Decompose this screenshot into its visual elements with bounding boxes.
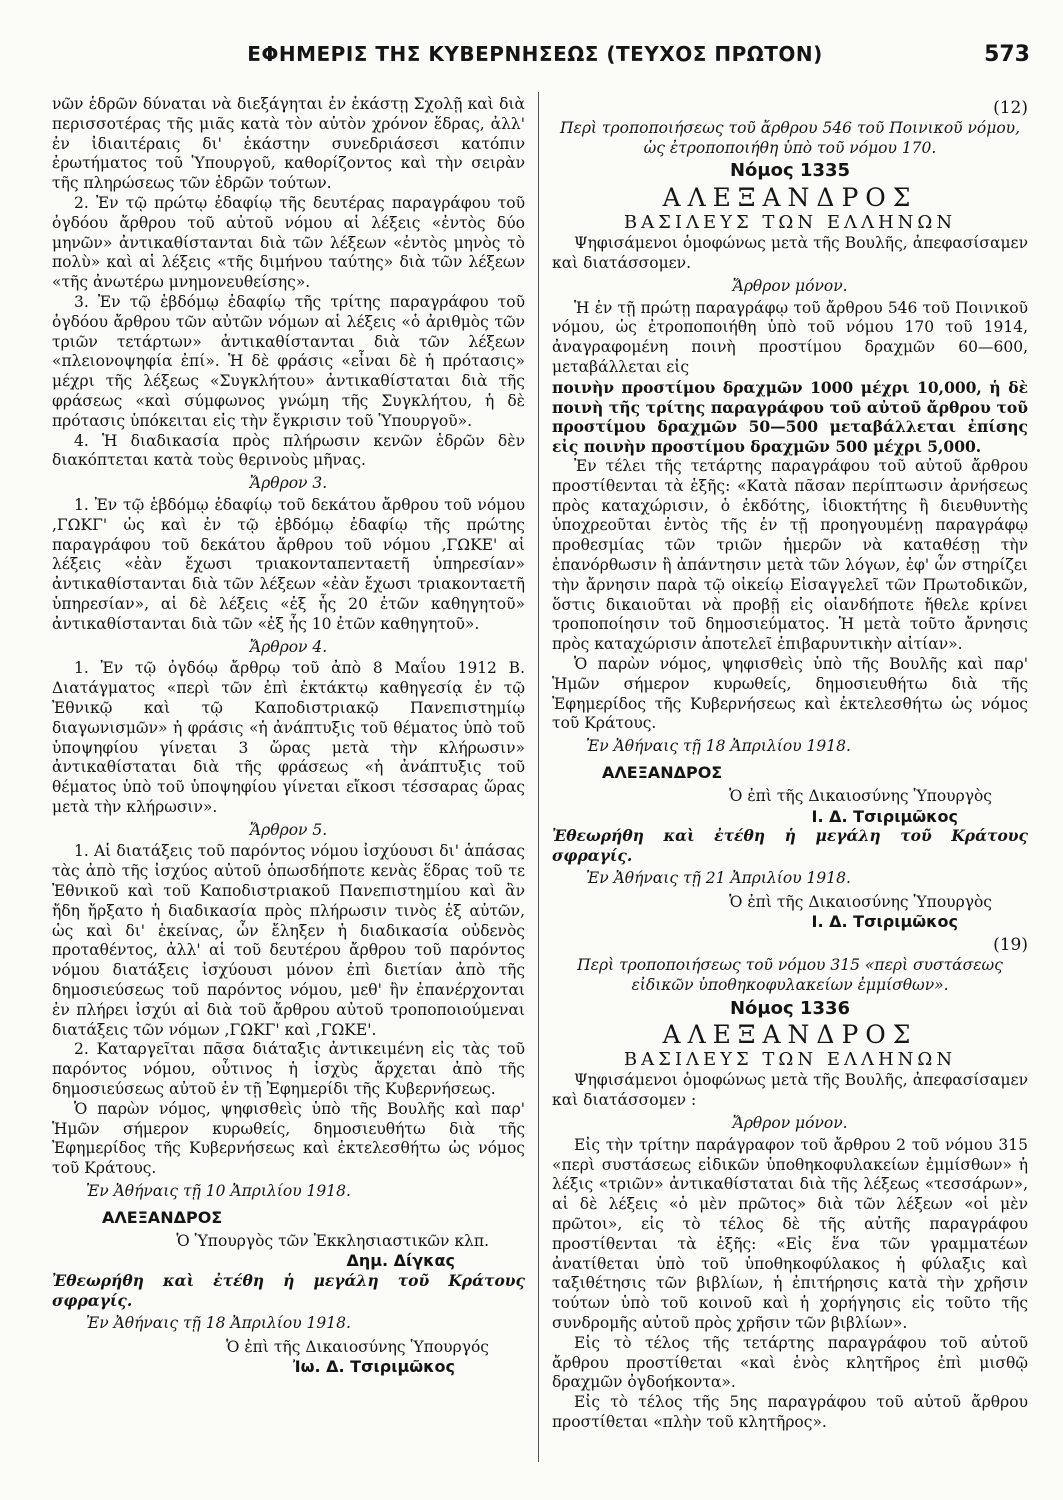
paragraph: Ἡ ἐν τῇ πρώτῃ παραγράφῳ τοῦ ἄρθρου 546 τοῦ Ποινικοῦ νόμου, ὡς ἐτροποποιήθη ὑπὸ τοῦ νόμου 170 τοῦ 1914, ἀναγραφομένη ποινὴ προστίμου δραχμῶν 60—600, μεταβάλλεται εἰς: [552, 298, 1028, 376]
law-heading: Νόμος 1335: [729, 160, 851, 182]
paragraph: 3. Ἐν τῷ ἑβδόμῳ ἐδαφίῳ τῆς τρίτης παραγράφου τοῦ ὀγδόου ἄρθρου τῶν αὐτῶν νόμων αἱ λέξεις «ὁ ἀριθμὸς τῶν τριῶν τετάρτων» ἀντικαθίστανται διὰ τῶν λέξεων «πλειονοψηφία ἐπί». Ἡ δὲ φράσις «εἶναι δὲ ἡ πρότασις» μέχρι τῆς λέξεως «Συγκλήτου» ἀντικαθίσταται διὰ τῆς φράσεως «καὶ σύμφωνος γνώμη τῆς Συγκλήτου, ἡ δὲ πρότασις ὑπόκειται εἰς τὴν ἔγκρισιν τοῦ Ὑπουργοῦ».: [52, 292, 525, 430]
article-heading: Ἄρθρον μόνον.: [732, 276, 848, 295]
paragraph: Ὁ παρὼν νόμος, ψηφισθεὶς ὑπὸ τῆς Βουλῆς καὶ παρ' Ἡμῶν σήμερον κυρωθείς, δημοσιευθήτω διὰ τῆς Ἐφημερίδος τῆς Κυβερνήσεως καὶ ἐκτελεσθήτω ὡς νόμος τοῦ Κράτους.: [552, 654, 1028, 733]
date-line: Ἐν Ἀθήναις τῇ 18 Ἀπριλίου 1918.: [586, 737, 851, 756]
page-number: 573: [984, 42, 1030, 67]
article-heading: Ἄρθρον 3.: [249, 474, 328, 493]
paragraph: Ὁ παρὼν νόμος, ψηφισθεὶς ὑπὸ τῆς Βουλῆς καὶ παρ' Ἡμῶν σήμερον κυρωθείς, δημοσιευθήτω διὰ τῆς Ἐφημερίδος τῆς Κυβερνήσεως καὶ ἐκτελεσθήτω ὡς νόμος τοῦ Κράτους.: [52, 1099, 525, 1178]
article-heading: Ἄρθρον μόνον.: [732, 1114, 848, 1133]
gazette-title: ΕΦΗΜΕΡΙΣ ΤΗΣ ΚΥΒΕΡΝΗΣΕΩΣ (ΤΕΥΧΟΣ ΠΡΩΤΟΝ): [247, 42, 823, 66]
minister-label: Ὁ ἐπὶ τῆς Δικαιοσύνης Ὑπουργὸς: [729, 892, 992, 911]
minister-name: Ἰω. Δ. Τσιριμῶκος: [292, 1357, 455, 1377]
page-header: [40, 42, 1030, 76]
paragraph: 1. Ἐν τῷ ἑβδόμῳ ἐδαφίῳ τοῦ δεκάτου ἄρθρου τοῦ νόμου ,ΓΩΚΓ' ὡς καὶ ἐν τῷ ἑβδόμῳ ἐδαφίῳ τῆς πρώτης παραγράφου τοῦ δεκάτου ἄρθρου τοῦ νόμου ,ΓΩΚΕ' αἱ λέξεις «ἐὰν ἔχωσι τριακονταπενταετῆ ὑπηρεσίαν» ἀντικαθίστανται διὰ τῶν λέξεων «ἐὰν ἔχωσι τριακονταετῆ ὑπηρεσίαν», αἱ δὲ λέξεις «ἐξ ἧς 20 ἐτῶν καθηγητοῦ» ἀντικαθίστανται διὰ τῶν «ἐξ ἧς 10 ἐτῶν καθηγητοῦ».: [52, 495, 525, 633]
paragraph: 1. Ἐν τῷ ὀγδόῳ ἄρθρῳ τοῦ ἀπὸ 8 Μαΐου 1912 Β. Διατάγματος «περὶ τῶν ἐπὶ ἐκτάκτῳ καθηγεσίᾳ ἐν τῷ Ἐθνικῷ καὶ τῷ Καποδιστριακῷ Πανεπιστημίῳ διαγωνισμῶν» ἡ φράσις «ἡ ἀνάπτυξις τοῦ θέματος ὑπὸ τοῦ ὑποψηφίου γίνεται 3 ὥρας μετὰ τὴν κλήρωσιν» ἀντικαθίσταται διὰ τῆς φράσεως «ἡ ἀνάπτυξις τοῦ θέματος ὑπὸ τοῦ ὑποψηφίου γίνεται εἴκοσι τέσσαρας ὥρας μετὰ τὴν κλήρωσιν».: [52, 659, 525, 816]
article-heading: Ἄρθρον 4.: [249, 637, 328, 656]
king-signature: ΑΛΕΞΑΝΔΡΟΣ: [602, 762, 723, 782]
minister-name: Ι. Δ. Τσιριμῶκος: [811, 806, 958, 826]
paragraph: 4. Ἡ διαδικασία πρὸς πλήρωσιν κενῶν ἑδρῶν δὲν διακόπτεται κατὰ τοὺς θερινοὺς μῆνας.: [52, 431, 525, 470]
paragraph: 1. Αἱ διατάξεις τοῦ παρόντος νόμου ἰσχύουσι δι' ἁπάσας τὰς ἀπὸ τῆς ἰσχύος αὐτοῦ ὁπωσδήποτε κενὰς ἕδρας τοῦ τε Ἐθνικοῦ καὶ τοῦ Καποδιστριακοῦ Πανεπιστημίου καὶ ἂν ἤδη ἤρξατο ἡ διαδικασία πρὸς πλήρωσιν τινὸς ἐξ αὐτῶν, ὡς καὶ δι' ἐκείνας, ὧν ἔληξεν ἡ διαδικασία οὐδενὸς προταθέντος, ἀλλ' αἱ τοῦ δευτέρου ἄρθρου τοῦ παρόντος νόμου διατάξεις ἰσχύουσι μόνον ἐπὶ διετίαν ἀπὸ τῆς δημοσιεύσεως τοῦ παρόντος νόμου, μεθ' ἣν ἐπανέρχονται ἐν πλήρει ἰσχύι αἱ διὰ τοῦ ἄρθρου αὐτοῦ τροποποιούμεναι διατάξεις τῶν νόμων ,ΓΩΚΓ' καὶ ,ΓΩΚΕ'.: [52, 842, 525, 1039]
minister-label: Ὁ ἐπὶ τῆς Δικαιοσύνης Ὑπουργός: [226, 1337, 489, 1356]
paragraph: Εἰς τὴν τρίτην παράγραφον τοῦ ἄρθρου 2 τοῦ νόμου 315 «περὶ συστάσεως εἰδικῶν ὑποθηκοφυλακείων ἐμμίσθων» ἡ λέξις «τριῶν» ἀντικαθίσταται διὰ τῆς λέξεως «τεσσάρων», αἱ δὲ λέξεις «ὁ μὲν πρῶτος» διὰ τῶν λέξεων «οἱ μὲν πρῶτοι», εἰς τὸ τέλος δὲ τῆς αὐτῆς παραγράφου προστίθενται τὰ ἑξῆς: «Εἰς ἕνα τῶν γραμματέων ἀνατίθεται ὑπὸ τοῦ ὑποθηκοφύλακος ἡ φύλαξις καὶ ταξιθέτησις τῶν βιβλίων, ἡ ἐπιτήρησις κατὰ τὴν χρῆσιν τούτων ὑπὸ τοῦ κοινοῦ καὶ ἡ χορήγησις εἰς τοῦτο τῆς συνδρομῆς αὐτοῦ πρὸς χρῆσιν τῶν βιβλίων».: [552, 1135, 1028, 1333]
paragraph: 2. Καταργεῖται πᾶσα διάταξις ἀντικειμένη εἰς τὰς τοῦ παρόντος νόμου, οὗτινος ἡ ἰσχὺς ἄρχεται ἀπὸ τῆς δημοσιεύσεως αὐτοῦ ἐν τῇ Ἐφημερίδι τῆς Κυβερνήσεως.: [52, 1040, 525, 1099]
paragraph: Ψηφισάμενοι ὁμοφώνως μετὰ τῆς Βουλῆς, ἀπεφασίσαμεν καὶ διατάσσομεν.: [552, 234, 1028, 272]
seal-note: Ἐθεωρήθη καὶ ἐτέθη ἡ μεγάλη τοῦ Κράτους σφραγίς.: [552, 826, 1028, 866]
minister-label: Ὁ ἐπὶ τῆς Δικαιοσύνης Ὑπουργὸς: [729, 786, 992, 805]
paragraph: Ψηφισάμενοι ὁμοφώνως μετὰ τῆς Βουλῆς, ἀπεφασίσαμεν καὶ διατάσσομεν :: [552, 1071, 1028, 1110]
paragraph: Εἰς τὸ τέλος τῆς 5ης παραγράφου τοῦ αὐτοῦ ἄρθρου προστίθεται «πλὴν τοῦ κλητῆρος».: [552, 1393, 1028, 1432]
king-title: ΑΛΕΞΑΝΔΡΟΣ: [662, 1020, 918, 1050]
column-divider: [538, 92, 539, 1462]
paragraph: Ἐν τέλει τῆς τετάρτης παραγράφου τοῦ αὐτοῦ ἄρθρου προστίθενται τὰ ἑξῆς: «Κατὰ πᾶσαν περίπτωσιν ἀρνήσεως πρὸς καταχώρισιν, ὁ ἐκδότης, ἰδιοκτήτης ἢ διευθυντὴς ὑποχρεοῦται ἐντὸς τῆς ἐν τῇ προηγουμένῃ παραγράφῳ προθεσμίας τῶν τριῶν ἡμερῶν νὰ καταθέσῃ τὴν ἐπανόρθωσιν ἢ ἀπάντησιν μετὰ τῶν λόγων, ἐφ' ὧν στηρίζει τὴν ἄρνησιν παρὰ τῷ οἰκείῳ Εἰσαγγελεῖ τῶν Πρωτοδικῶν, ὅστις δικαιοῦται νὰ προβῇ εἰς οἱανδήποτε ἤθελε κρίνει τροποποίησιν τοῦ δημοσιεύματος. Ἡ μετὰ τοῦτο ἄρνησις πρὸς καταχώρισιν ἀποτελεῖ ἐπιβαρυντικὴν αἰτίαν».: [552, 456, 1028, 654]
seal-note: Ἐθεωρήθη καὶ ἐτέθη ἡ μεγάλη τοῦ Κράτους σφραγίς.: [52, 1271, 525, 1311]
minister-label: Ὁ Ὑπουργὸς τῶν Ἐκκλησιαστικῶν κλπ.: [176, 1231, 489, 1250]
king-signature: ΑΛΕΞΑΝΔΡΟΣ: [102, 1207, 223, 1227]
paragraph-bold: ποινὴν προστίμου δραχμῶν 1000 μέχρι 10,000, ἡ δὲ ποινὴ τῆς τρίτης παραγράφου τοῦ αὐτοῦ ἄρθρου τοῦ προστίμου δραχμῶν 50—500 μεταβάλλεται ἐπίσης εἰς ποινὴν προστίμου δραχμῶν 500 μέχρι 5,000.: [552, 377, 1028, 457]
date-line: Ἐν Ἀθήναις τῇ 18 Ἀπριλίου 1918.: [86, 1313, 351, 1332]
king-subtitle: ΒΑΣΙΛΕΥΣ ΤΩΝ ΕΛΛΗΝΩΝ: [623, 1049, 957, 1071]
paragraph: νῶν ἑδρῶν δύναται νὰ διεξάγηται ἐν ἑκάστῃ Σχολῇ καὶ διὰ περισσοτέρας τῆς μιᾶς κατὰ τὸν αὐτὸν χρόνον ἕδρας, ἀλλ' ἐν ἰδιαιτέραις δι' ἑκάστην συνεδριάσεσι κατόπιν ἐρωτήματος τοῦ Ὑπουργοῦ, καθορίζοντος καὶ τὴν σειρὰν τῆς πληρώσεως τῶν ἑδρῶν τούτων.: [52, 95, 525, 193]
king-title: ΑΛΕΞΑΝΔΡΟΣ: [662, 183, 918, 213]
right-column: [552, 95, 1028, 1433]
law-title: Περὶ τροποποιήσεως τοῦ νόμου 315 «περὶ συστάσεως εἰδικῶν ὑποθηκοφυλακείων ἐμμίσθων».: [577, 956, 1003, 994]
law-heading: Νόμος 1336: [729, 997, 851, 1019]
paragraph: Εἰς τὸ τέλος τῆς τετάρτης παραγράφου τοῦ αὐτοῦ ἄρθρου προστίθεται «καὶ ἑνὸς κλητῆρος ἐπὶ μισθῷ δραχμῶν ὀγδοήκοντα».: [552, 1333, 1028, 1392]
date-line: Ἐν Ἀθήναις τῇ 10 Ἀπριλίου 1918.: [86, 1182, 351, 1201]
paragraph: 2. Ἐν τῷ πρώτῳ ἐδαφίῳ τῆς δευτέρας παραγράφου τοῦ ὀγδόου ἄρθρου τοῦ αὐτοῦ νόμου αἱ λέξεις «ἐντὸς δύο μηνῶν» ἀντικαθίστανται διὰ τῶν λέξεων «ἐντὸς μηνὸς τὸ πολὺ» καὶ αἱ λέξεις «τῆς διμήνου ταύτης» διὰ τῶν λέξεων «τῆς ἀνωτέρω μνημονευθείσης».: [52, 193, 525, 292]
king-subtitle: ΒΑΣΙΛΕΥΣ ΤΩΝ ΕΛΛΗΝΩΝ: [623, 212, 957, 234]
law-title: Περὶ τροποποιήσεως τοῦ ἄρθρου 546 τοῦ Ποινικοῦ νόμου, ὡς ἐτροποποιήθη ὑπὸ τοῦ νόμου 170.: [559, 118, 1021, 157]
date-line: Ἐν Ἀθήναις τῇ 21 Ἀπριλίου 1918.: [586, 868, 851, 887]
left-column: [52, 95, 525, 1377]
article-heading: Ἄρθρον 5.: [249, 820, 328, 839]
law-number: (19): [993, 935, 1028, 956]
minister-name: Δημ. Δίγκας: [346, 1251, 455, 1271]
law-number: (12): [993, 98, 1028, 118]
minister-name: Ι. Δ. Τσιριμῶκος: [811, 912, 958, 932]
